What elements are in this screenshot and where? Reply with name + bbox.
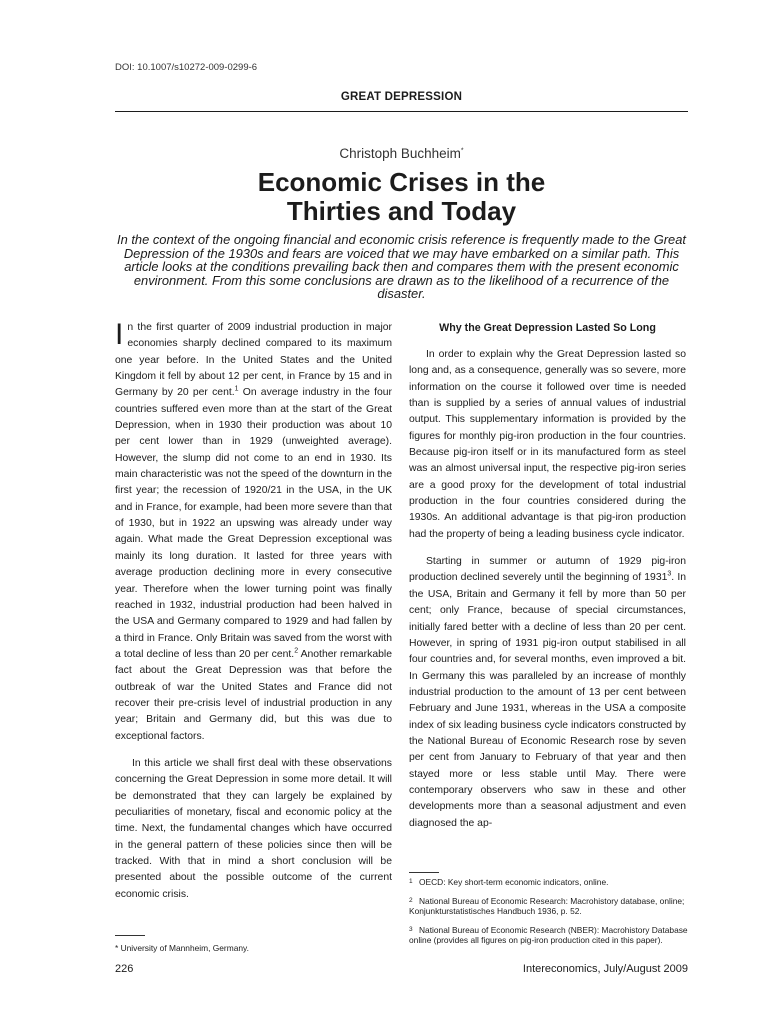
right-p2-b: . In the USA, Britain and Germany it fell by more than 50 per cent; only France, because of special circumstances, initially fared better with a decline of less than 20 per cent. However, in spring of 1931 pig-iron output stabilised in all four countries and, for several months, even improved a bit. In Germany this was paralleled by an increase of monthly industrial production to the amount of 13 per cent between February and June 1931, whereas in the USA a composite index of six leading business cycle indicators constructed by the National Bureau of Economic Research rose by seven per cent from January to February of that year and then stayed more or less stable until May. There were contemporary observers who saw in these and other developments more than a seasonal adjustment and even diagnosed the ap- <box>409 572 686 829</box>
page-number: 226 <box>115 963 134 975</box>
footnote-2-num: 2 <box>409 896 413 904</box>
right-paragraph-1: In order to explain why the Great Depression lasted so long and, as a consequence, generally was so severe, more information on the course it followed over time is needed than is supplied by a series of annual values of industrial output. This supplementary information is provided by the figures for monthly pig-iron production in the four countries. Because pig-iron itself or in its manufactured form as steel was an almost universal input, the respective pig-iron series are a good proxy for the development of total industrial production in the four countries considered during the 1930s. An additional advantage is that pig-iron production had the property of being a leading business cycle indicator. <box>409 349 686 540</box>
left-p1-a: n the first quarter of 2009 industrial production in major economies sharply declined compared to its maximum one year before. In the United States and the United Kingdom it fell by about 12 per cent, in France by 15 and in Germany by 20 per cent. <box>115 322 392 399</box>
affiliation-text: University of Mannheim, Germany. <box>120 943 249 953</box>
footnote-affiliation <box>115 943 392 954</box>
doi: DOI: 10.1007/s10272-009-0299-6 <box>115 62 258 73</box>
author-name: Christoph Buchheim <box>339 146 461 161</box>
footnote-1 <box>409 877 688 888</box>
footnote-rule-right <box>409 872 439 873</box>
journal-name: Intereconomics, July/August 2009 <box>522 963 688 975</box>
footnote-3 <box>409 925 688 946</box>
drop-cap: I <box>115 318 124 351</box>
left-paragraph-1 <box>115 320 392 745</box>
footnotes <box>409 877 688 954</box>
right-column <box>409 320 686 832</box>
footnote-1-text: OECD: Key short-term economic indicators, online. <box>419 877 609 887</box>
footnote-2-text: National Bureau of Economic Research: Macrohistory database, online; Konjunkturstatistisches Handbuch 1936, p. 52. <box>409 895 685 916</box>
author <box>115 146 688 161</box>
affiliation-mark: * <box>115 943 119 953</box>
left-p1-c: Another remarkable fact about the Great Depression was that before the outbreak of war the United States and France did not recover their pre-crisis level of industrial production in any year; Britain and Germany did, but this was due to exceptional factors. <box>115 648 392 742</box>
footnote-ref-1[interactable]: 1 <box>234 385 239 393</box>
article-title <box>115 168 688 226</box>
right-paragraph-2 <box>409 554 686 832</box>
footnote-2 <box>409 896 688 917</box>
abstract: In the context of the ongoing financial and economic crisis reference is frequently made to the Great Depression of the 1930s and fears are voiced that we may have embarked on a similar path. This article looks at the conditions prevailing back then and compares them with the present economic environment. From this some conclusions are drawn as to the likelihood of a recurrence of the disaster. <box>117 232 686 302</box>
author-mark: * <box>460 147 464 155</box>
footnote-3-text: National Bureau of Economic Research (NBER): Macrohistory Database online (provides all figures on pig-iron production cited in this paper). <box>409 924 688 945</box>
footnote-1-num: 1 <box>409 878 413 885</box>
left-p1-b: On average industry in the four countries suffered even more than at the start of the Great Depression, when in 1930 their production was about 10 per cent lower than in 1929 (unweighted average). However, the slump did not come to an end in 1930. Its main characteristic was not the speed of the downturn in the first year; the recession of 1920/21 in the USA, in the UK and in France, for example, had been more severe than that of 1930, but in 1922 an upswing was already under way again. What made the Great Depression exceptional was mainly its long duration. It lasted for three years with average production declining more in every consecutive year. Therefore when the lower turning point was finally reached in 1932, industrial production had been halved in the USA and Germany compared to 1929 and had fallen by a third in France. Only Britain was saved from the worst with a total decline of less than 20 per cent. <box>115 387 392 660</box>
left-paragraph-2: In this article we shall first deal with these observations concerning the Great Depression in some more detail. It will be demonstrated that they can largely be explained by peculiarities of monetary, fiscal and economic policy at the time. Next, the fundamental changes which have occurred in the general pattern of these policies since then will be tracked. With that in mind a short conclusion will be presented about the possible outcome of the current economic crisis. <box>115 757 392 900</box>
header-rule <box>115 111 688 112</box>
section-heading: Why the Great Depression Lasted So Long <box>439 322 656 334</box>
footnote-3-num: 3 <box>409 925 413 933</box>
title-line-1: Economic Crises in the <box>257 167 546 197</box>
footnote-rule-left <box>115 935 145 936</box>
footnote-ref-3[interactable]: 3 <box>667 571 672 578</box>
right-p2-a: Starting in summer or autumn of 1929 pig-iron production declined severely until the beginning of 1931 <box>409 556 686 584</box>
left-column <box>115 320 392 903</box>
footnote-ref-2[interactable]: 2 <box>294 647 299 655</box>
title-line-2: Thirties and Today <box>286 196 517 226</box>
section-title: GREAT DEPRESSION <box>340 91 463 103</box>
